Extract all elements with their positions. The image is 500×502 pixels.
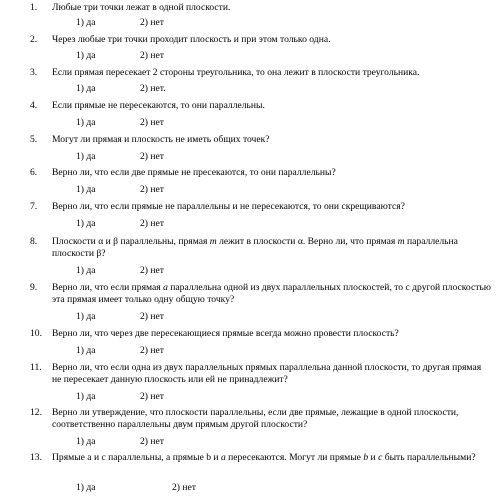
question-number: 13. — [30, 452, 42, 463]
question-text: Плоскости α и β параллельны, прямая m лежит в плоскости α. Верно ли, что прямая m параллельна плоскости β? — [52, 236, 458, 259]
question-text: Если прямая пересекает 2 стороны треугольника, то она лежит в плоскости треугольника. — [52, 67, 420, 78]
question-number: 1. — [30, 2, 38, 13]
answer-option-no: 2) нет — [140, 50, 164, 61]
answer-option-no: 2) нет — [140, 218, 164, 229]
answer-option-yes: 1) да — [76, 184, 96, 195]
question-number: 4. — [30, 100, 38, 111]
answer-option-no: 2) нет — [140, 151, 164, 162]
question-text: Верно ли, что если прямые не параллельны и не пересекаются, то они скрещиваются? — [52, 201, 405, 212]
answer-option-yes: 1) да — [76, 482, 96, 493]
question-number: 8. — [30, 236, 38, 247]
question-number: 7. — [30, 201, 38, 212]
question-text: Могут ли прямая и плоскость не иметь общих точек? — [52, 134, 270, 145]
question-number: 11. — [30, 362, 42, 373]
question-number: 3. — [30, 67, 38, 78]
answer-option-yes: 1) да — [76, 265, 96, 276]
answer-option-no: 2) нет — [140, 436, 164, 447]
answer-option-no: 2) нет — [140, 345, 164, 356]
answer-option-yes: 1) да — [76, 391, 96, 402]
answer-option-yes: 1) да — [76, 345, 96, 356]
question-text: Верно ли, что через две пересекающиеся прямые всегда можно провести плоскость? — [52, 328, 399, 339]
answer-option-yes: 1) да — [76, 151, 96, 162]
answer-option-yes: 1) да — [76, 50, 96, 61]
answer-option-yes: 1) да — [76, 83, 96, 94]
question-text: Прямые a и c параллельны, а прямые b и a пересекаются. Могут ли прямые b и c быть параллельными? — [52, 452, 476, 463]
answer-option-yes: 1) да — [76, 311, 96, 322]
answer-option-no: 2) нет — [140, 311, 164, 322]
question-text: Любые три точки лежат в одной плоскости. — [52, 2, 231, 13]
question-text: Верно ли, что если прямая a параллельна одной из двух параллельных плоскостей, то с другой плоскостью эта прямая имеет только одну общую точку? — [52, 282, 491, 305]
answer-option-no: 2) нет — [140, 265, 164, 276]
question-number: 10. — [30, 328, 42, 339]
question-number: 5. — [30, 134, 38, 145]
question-number: 2. — [30, 34, 38, 45]
answer-option-no: 2) нет — [140, 184, 164, 195]
question-text: Через любые три точки проходит плоскость и при этом только одна. — [52, 34, 331, 45]
question-text: Если прямые не пересекаются, то они параллельны. — [52, 100, 265, 111]
question-text: Верно ли утверждение, что плоскости параллельны, если две прямые, лежащие в одной плоскости, соответственно параллельны двум прямым другой плоскости? — [52, 407, 459, 430]
question-text: Верно ли, что если одна из двух параллельных прямых параллельна данной плоскости, то другая прямая не пересекает данную плоскость или ей не принадлежит? — [52, 362, 482, 385]
answer-option-yes: 1) да — [76, 17, 96, 28]
answer-option-no: 2) нет — [140, 117, 164, 128]
question-number: 12. — [30, 407, 42, 418]
answer-option-yes: 1) да — [76, 117, 96, 128]
answer-option-no: 2) нет — [140, 391, 164, 402]
question-number: 9. — [30, 282, 38, 293]
answer-option-no: 2) нет. — [140, 83, 166, 94]
answer-option-no: 2) нет — [140, 17, 164, 28]
question-number: 6. — [30, 167, 38, 178]
answer-option-yes: 1) да — [76, 436, 96, 447]
answer-option-no: 2) нет — [172, 482, 196, 493]
answer-option-yes: 1) да — [76, 218, 96, 229]
question-text: Верно ли, что если две прямые не пресекаются, то они параллельны? — [52, 167, 336, 178]
